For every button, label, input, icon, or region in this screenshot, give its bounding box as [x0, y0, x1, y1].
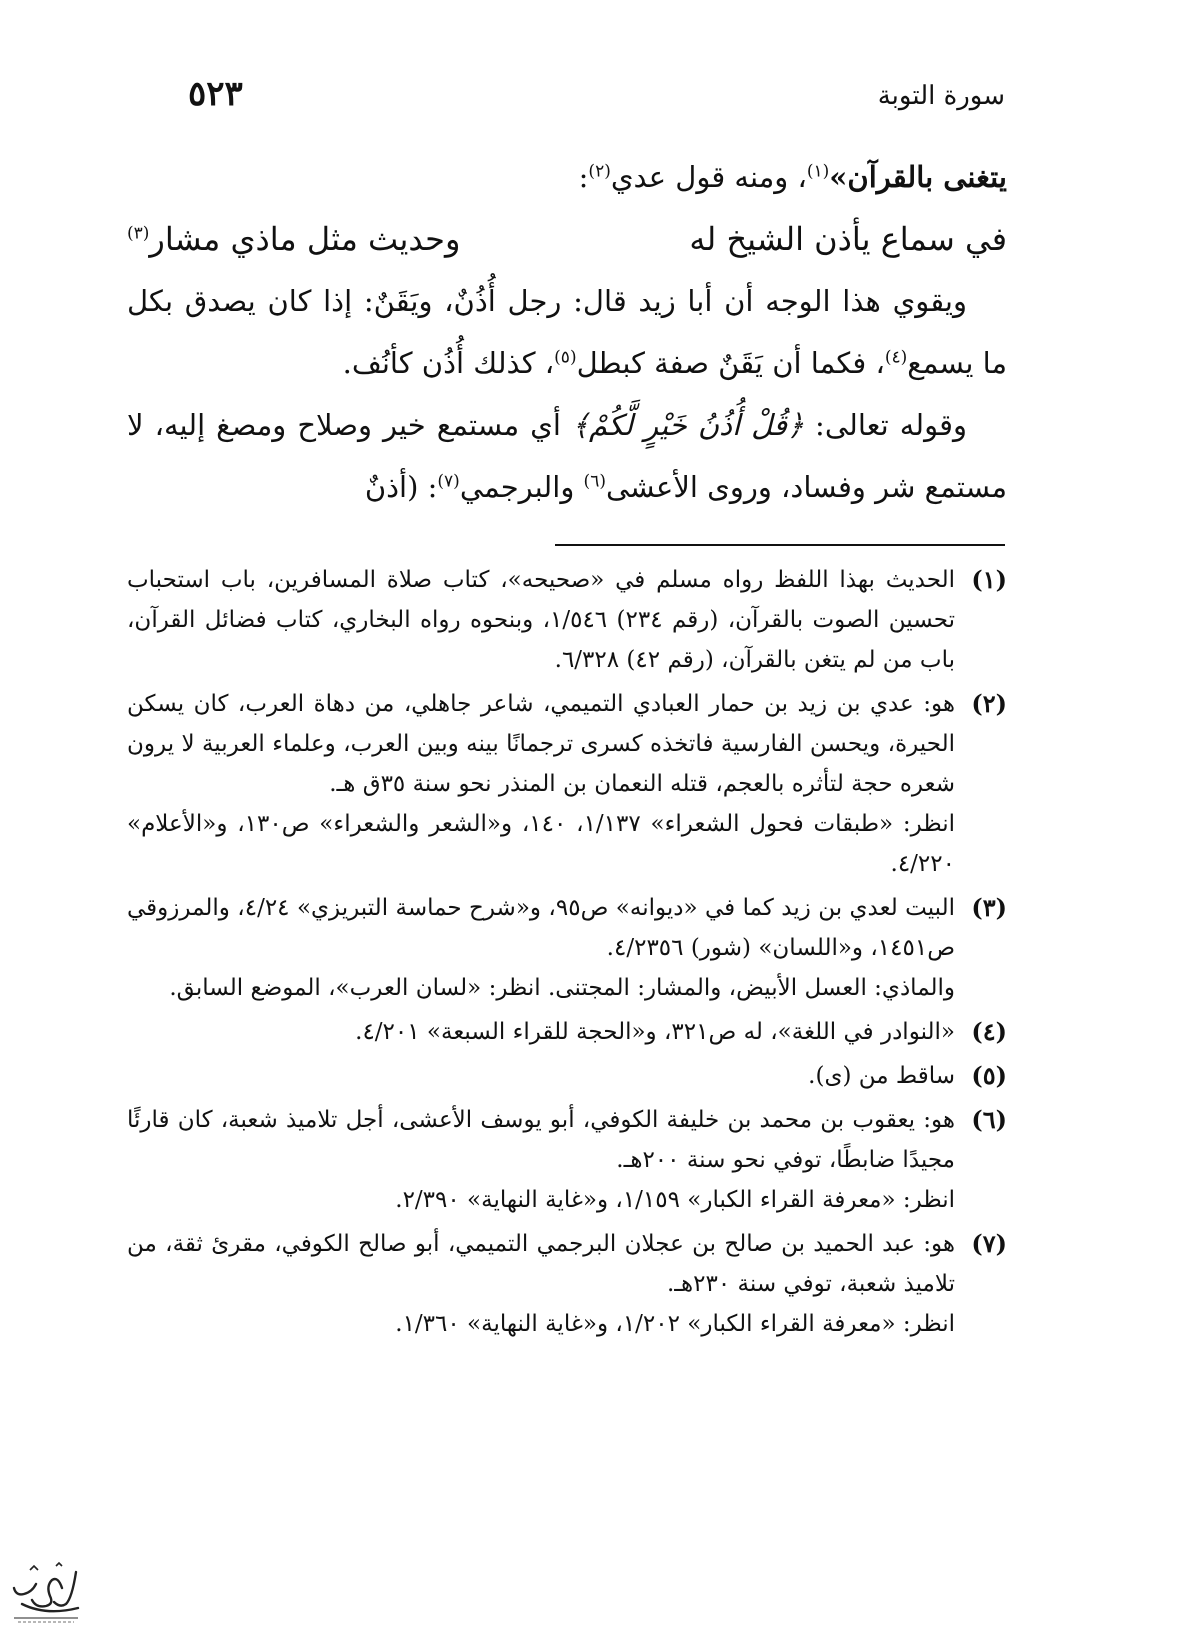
- poem-verse: [127, 208, 1007, 270]
- page-number: ٥٢٣: [188, 74, 243, 114]
- footnote-body: [127, 888, 955, 1008]
- hadith-fragment: يتغنى بالقرآن»: [829, 160, 1007, 194]
- footnote-ref-3[interactable]: (٣): [127, 223, 150, 244]
- footnote-7: [127, 1224, 1007, 1344]
- footnote-ref-7[interactable]: (٧): [437, 471, 460, 492]
- footnote-text: الحديث بهذا اللفظ رواه مسلم في «صحيحه»، كتاب صلاة المسافرين، باب استحباب تحسين الصوت بالقرآن، (رقم ٢٣٤) ١/٥٤٦، وبنحوه رواه البخاري، كتاب فضائل القرآن، باب من لم يتغن بالقرآن، (رقم ٤٢) ٦/٣٢٨.: [127, 567, 955, 673]
- footnote-number: (٣): [971, 893, 1007, 922]
- footnotes: [127, 560, 1007, 1348]
- footnote-text: انظر: «طبقات فحول الشعراء» ١/١٣٧، ١٤٠، و«الشعر والشعراء» ص١٣٠، و«الأعلام» ٤/٢٢٠.: [127, 811, 955, 877]
- verse-first-hemistich: في سماع يأذن الشيخ له: [689, 220, 1007, 258]
- paragraph-text: ، ومنه قول عدي: [610, 160, 807, 194]
- footnote-body: [127, 1012, 955, 1052]
- footnote-body: [127, 560, 955, 680]
- footnote-text: والماذي: العسل الأبيض، والمشار: المجتنى. انظر: «لسان العرب»، الموضع السابق.: [169, 975, 955, 1001]
- paragraph-text: :: [578, 160, 589, 194]
- footnote-body: [127, 1100, 955, 1220]
- paragraph-text: ، كذلك أُذُن كأنُف.: [342, 346, 555, 380]
- verse-second-hemistich: وحديث مثل ماذي مشار: [149, 220, 461, 258]
- footnote-body: [127, 1224, 955, 1344]
- running-head: [188, 76, 1005, 120]
- footnote-body: [127, 684, 955, 884]
- footnote-ref-6[interactable]: (٦): [583, 471, 606, 492]
- footnote-text: هو: عدي بن زيد بن حمار العبادي التميمي، شاعر جاهلي، من دهاة العرب، كان يسكن الحيرة، ويحسن الفارسية فاتخذه كسرى ترجمانًا بينه وبين العرب، وعلماء العربية لا يرون شعره حجة لتأثره بالعجم، قتله النعمان بن المنذر نحو سنة ٣٥ق هـ.: [127, 691, 955, 797]
- publisher-logo-icon: [6, 1558, 84, 1628]
- footnote-ref-4[interactable]: (٤): [884, 347, 908, 368]
- footnote-ref-2[interactable]: (٢): [588, 161, 611, 182]
- footnote-number: (٧): [971, 1229, 1007, 1258]
- footnote-divider: [555, 544, 1005, 546]
- footnote-text: انظر: «معرفة القراء الكبار» ١/١٥٩، و«غاية النهاية» ٢/٣٩٠.: [395, 1187, 955, 1213]
- footnote-6: [127, 1100, 1007, 1220]
- paragraph-3: [127, 394, 1007, 518]
- paragraph-text: وقوله تعالى:: [804, 408, 967, 442]
- footnote-text: البيت لعدي بن زيد كما في «ديوانه» ص٩٥، و«شرح حماسة التبريزي» ٤/٢٤، والمرزوقي ص١٤٥١، و«اللسان» (شور) ٤/٢٣٥٦.: [127, 895, 956, 961]
- paragraph-text: : (أذنٌ: [364, 470, 438, 504]
- footnote-3: [127, 888, 1007, 1008]
- verse-second-hemistich-wrap: [127, 208, 460, 270]
- footnote-ref-5[interactable]: (٥): [554, 347, 577, 368]
- quran-verse: ﴿قُلْ أُذُنُ خَيْرٍ لَّكُمْ﴾: [571, 408, 804, 442]
- footnote-2: [127, 684, 1007, 884]
- main-text: [127, 146, 1007, 518]
- surah-title: سورة التوبة: [877, 81, 1005, 111]
- footnote-number: (٦): [971, 1105, 1007, 1134]
- footnote-text: هو: يعقوب بن محمد بن خليفة الكوفي، أبو يوسف الأعشى، أجل تلاميذ شعبة، كان قارئًا مجيدًا ضابطًا، توفي نحو سنة ٢٠٠هـ.: [127, 1107, 955, 1173]
- paragraph-1: [127, 146, 1007, 208]
- footnote-4: [127, 1012, 1007, 1052]
- footnote-number: (٤): [971, 1017, 1007, 1046]
- footnote-body: [127, 1056, 955, 1096]
- footnote-number: (٢): [971, 689, 1007, 718]
- paragraph-text: أي مستمع خير وصلاح ومصغ إليه، لا مستمع شر وفساد، وروى الأعشى: [127, 408, 1007, 504]
- footnote-5: [127, 1056, 1007, 1096]
- footnote-text: انظر: «معرفة القراء الكبار» ١/٢٠٢، و«غاية النهاية» ١/٣٦٠.: [395, 1311, 955, 1337]
- footnote-text: ساقط من (ى).: [808, 1063, 955, 1089]
- footnote-ref-1[interactable]: (١): [806, 161, 830, 182]
- footnote-text: هو: عبد الحميد بن صالح بن عجلان البرجمي التميمي، أبو صالح الكوفي، مقرئ ثقة، من تلاميذ شعبة، توفي سنة ٢٣٠هـ.: [127, 1231, 955, 1297]
- paragraph-text: والبرجمي: [459, 470, 584, 504]
- paragraph-2: [127, 270, 1007, 394]
- paragraph-text: ، فكما أن يَقَنٌ صفة كبطل: [576, 346, 885, 380]
- footnote-text: «النوادر في اللغة»، له ص٣٢١، و«الحجة للقراء السبعة» ٤/٢٠١.: [355, 1019, 955, 1045]
- paragraph-text: ويقوي هذا الوجه أن أبا زيد قال: رجل أُذُنٌ، ويَقَنٌ: إذا كان يصدق بكل ما يسمع: [127, 284, 1007, 380]
- footnote-number: (٥): [971, 1061, 1007, 1090]
- footnote-number: (١): [971, 565, 1007, 594]
- footnote-1: [127, 560, 1007, 680]
